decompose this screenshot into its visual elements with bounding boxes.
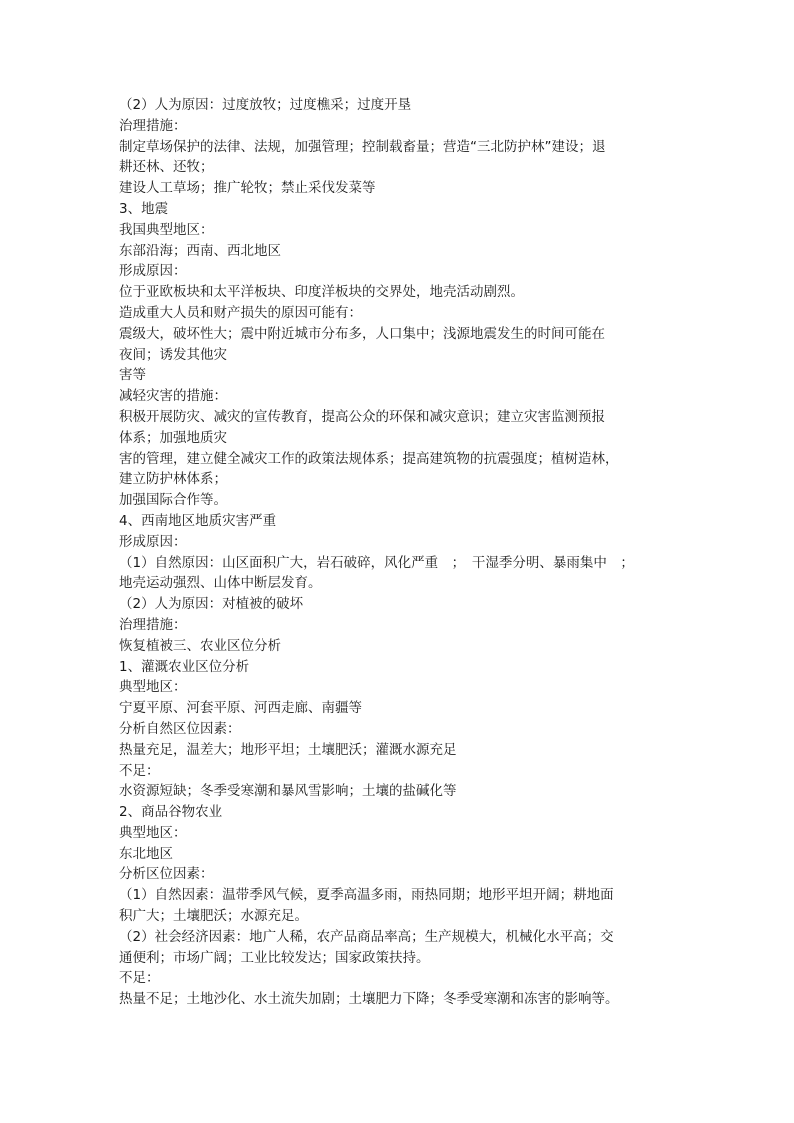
section-heading: 1、灌溉农业区位分析 [119,658,250,675]
text-line: 耕还林、还牧； [119,159,214,176]
text-line: 热量不足；土地沙化、水土流失加剧；土壤肥力下降；冬季受寒潮和冻害的影响等。 [119,991,619,1008]
document-body [119,95,684,1010]
text-line: 分析区位因素： [119,866,214,883]
text-line: 不足： [119,970,160,987]
text-line: 加强国际合作等。 [119,492,227,509]
text-line: 震级大，破坏性大；震中附近城市分布多，人口集中；浅源地震发生的时间可能在 [119,325,605,342]
section-heading: 2、商品谷物农业 [119,804,223,821]
text-line: 夜间；诱发其他灾 [119,346,227,363]
text-line: （1）自然原因：山区面积广大，岩石破碎，风化严重 ； 干湿季分明、暴雨集中 ； [119,554,634,571]
text-line: （2）社会经济因素：地广人稀，农产品商品率高；生产规模大，机械化水平高；交 [119,928,614,945]
text-line: 东北地区 [119,845,173,862]
text-line: 分析自然区位因素： [119,720,241,737]
text-line: 位于亚欧板块和太平洋板块、印度洋板块的交界处，地壳活动剧烈。 [119,284,524,301]
text-line: 治理措施： [119,616,187,633]
text-line: 体系；加强地质灾 [119,429,227,446]
text-line: 东部沿海；西南、西北地区 [119,242,281,259]
text-line: 典型地区： [119,679,187,696]
text-line: 造成重大人员和财产损失的原因可能有： [119,304,362,321]
text-line: 制定草场保护的法律、法规，加强管理；控制载畜量；营造“三北防护林”建设；退 [119,138,606,155]
text-line: 害的管理，建立健全减灾工作的政策法规体系；提高建筑物的抗震强度；植树造林， [119,450,619,467]
text-line: 害等 [119,367,146,384]
text-line: 水资源短缺；冬季受寒潮和暴风雪影响；土壤的盐碱化等 [119,783,457,800]
text-line: 治理措施： [119,117,187,134]
text-line: 通便利；市场广阔；工业比较发达；国家政策扶持。 [119,949,430,966]
text-line: 积极开展防灾、减灾的宣传教育，提高公众的环保和减灾意识；建立灾害监测预报 [119,408,605,425]
text-line: 形成原因： [119,263,187,280]
text-line: （1）自然因素：温带季风气候，夏季高温多雨，雨热同期；地形平坦开阔；耕地面 [119,887,614,904]
text-line: 减轻灾害的措施： [119,388,227,405]
text-line: 建设人工草场；推广轮牧；禁止采伐发菜等 [119,180,376,197]
text-line: 我国典型地区： [119,221,214,238]
text-line: 建立防护林体系； [119,471,227,488]
text-line: 不足： [119,762,160,779]
text-line: （2）人为原因：过度放牧；过度樵采；过度开垦 [119,97,412,113]
section-heading: 3、地震 [119,200,169,217]
section-heading: 4、西南地区地质灾害严重 [119,512,277,529]
text-line: 热量充足，温差大；地形平坦；土壤肥沃；灌溉水源充足 [119,741,457,758]
text-line: 地壳运动强烈、山体中断层发育。 [119,575,322,592]
text-line: 形成原因： [119,533,187,550]
text-line: 恢复植被三、农业区位分析 [119,637,281,654]
text-line: 宁夏平原、河套平原、河西走廊、南疆等 [119,700,362,717]
text-line: 典型地区： [119,824,187,841]
text-line: 积广大；土壤肥沃；水源充足。 [119,908,308,925]
text-line: （2）人为原因：对植被的破坏 [119,596,304,613]
